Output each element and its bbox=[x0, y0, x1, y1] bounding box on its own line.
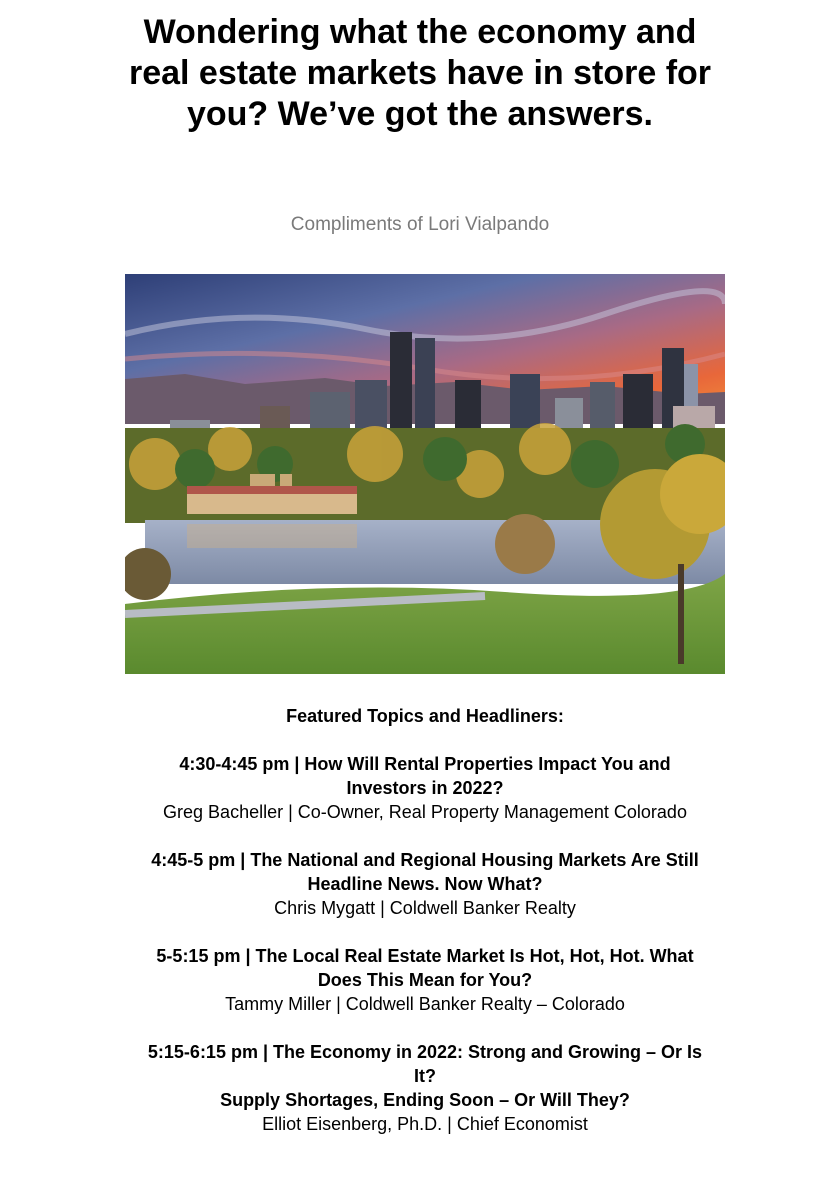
featured-topics-heading: Featured Topics and Headliners: bbox=[286, 706, 564, 726]
session-title: 4:45-5 pm | The National and Regional Housing Markets Are Still Headline News. Now What? bbox=[151, 850, 699, 894]
session-title: 4:30-4:45 pm | How Will Rental Properties Impact You and Investors in 2022? bbox=[179, 754, 671, 798]
session-speaker: Greg Bacheller | Co-Owner, Real Property Management Colorado bbox=[163, 802, 687, 822]
denver-skyline-photo bbox=[125, 274, 725, 674]
session-speaker: Chris Mygatt | Coldwell Banker Realty bbox=[274, 898, 576, 918]
session-speaker: Tammy Miller | Coldwell Banker Realty – Colorado bbox=[225, 994, 625, 1014]
session-title-second-line: Supply Shortages, Ending Soon – Or Will They? bbox=[220, 1090, 630, 1110]
session-item bbox=[140, 1040, 710, 1136]
session-item bbox=[140, 848, 710, 920]
session-title: 5-5:15 pm | The Local Real Estate Market Is Hot, Hot, Hot. What Does This Mean for You? bbox=[156, 946, 694, 990]
headline: Wondering what the economy and real estate markets have in store for you? We’ve got the answers. bbox=[128, 13, 712, 133]
compliments-line: Compliments of Lori Vialpando bbox=[290, 214, 550, 235]
session-item bbox=[140, 752, 710, 824]
featured-topics bbox=[140, 704, 710, 1160]
session-title: 5:15-6:15 pm | The Economy in 2022: Strong and Growing – Or Is It? bbox=[147, 1042, 703, 1086]
session-speaker: Elliot Eisenberg, Ph.D. | Chief Economist bbox=[262, 1114, 588, 1134]
session-item bbox=[140, 944, 710, 1016]
